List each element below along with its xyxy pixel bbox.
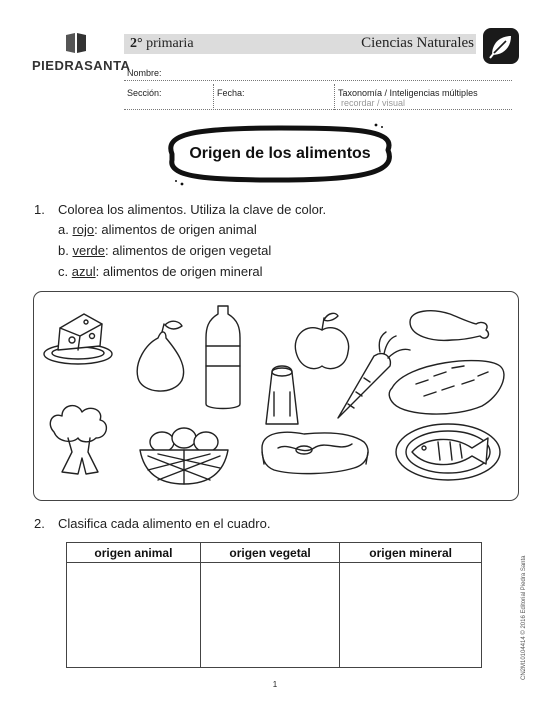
- salt-shaker-icon[interactable]: [266, 366, 298, 424]
- piedrasanta-logo-icon: [64, 32, 88, 54]
- taxonomy-label: Taxonomía / Inteligencias múltiples: [338, 88, 478, 98]
- subject-title: Ciencias Naturales: [361, 35, 474, 51]
- animal-answer-cell[interactable]: [67, 563, 201, 668]
- section-field-label: Sección:: [127, 88, 162, 98]
- option-c: [58, 264, 263, 279]
- color-key-blue: azul: [71, 264, 96, 279]
- question-1-text: Colorea los alimentos. Utiliza la clave de color.: [58, 202, 327, 217]
- column-header-mineral: origen mineral: [340, 543, 482, 563]
- option-letter: b.: [58, 243, 69, 258]
- leaf-icon: [482, 27, 520, 65]
- apple-icon[interactable]: [295, 313, 348, 368]
- section-field-line: [124, 109, 512, 110]
- field-divider: [213, 84, 214, 110]
- publisher-logo-text: PIEDRASANTA: [32, 58, 131, 73]
- fish-plate-icon[interactable]: [396, 424, 500, 480]
- option-a: [58, 222, 257, 237]
- column-header-animal: origen animal: [67, 543, 201, 563]
- cheese-icon[interactable]: [44, 314, 112, 364]
- broccoli-icon[interactable]: [50, 406, 106, 474]
- option-letter: a.: [58, 222, 69, 237]
- page-number: 1: [272, 680, 278, 689]
- grade-label: [130, 36, 194, 52]
- chicken-leg-icon[interactable]: [410, 311, 488, 341]
- taxonomy-hint: recordar / visual: [341, 98, 406, 108]
- page-title: Origen de los alimentos: [189, 145, 371, 162]
- mineral-answer-cell[interactable]: [340, 563, 482, 668]
- option-letter: c.: [58, 264, 69, 279]
- name-field-label: Nombre:: [127, 68, 162, 78]
- question-1-number: 1.: [34, 202, 45, 217]
- pear-icon[interactable]: [137, 321, 183, 391]
- name-field-line[interactable]: [124, 80, 512, 81]
- grade-number: 2°: [130, 36, 143, 51]
- color-key-red: rojo: [72, 222, 95, 237]
- bread-icon[interactable]: [389, 361, 504, 415]
- food-illustrations: [34, 292, 516, 498]
- date-field-label: Fecha:: [217, 88, 245, 98]
- question-2-text: Clasifica cada alimento en el cuadro.: [58, 516, 271, 531]
- option-b: [58, 243, 271, 258]
- steak-icon[interactable]: [262, 432, 368, 473]
- grade-level: primaria: [146, 36, 194, 51]
- color-key-green: verde: [72, 243, 105, 258]
- classification-table: [66, 542, 482, 668]
- option-text: : alimentos de origen mineral: [95, 264, 263, 279]
- question-2-number: 2.: [34, 516, 45, 531]
- option-text: : alimentos de origen animal: [94, 222, 257, 237]
- eggs-basket-icon[interactable]: [140, 428, 228, 484]
- bottle-icon[interactable]: [206, 306, 240, 409]
- option-text: : alimentos de origen vegetal: [105, 243, 272, 258]
- field-divider: [334, 84, 335, 110]
- column-header-vegetal: origen vegetal: [200, 543, 339, 563]
- copyright-side-text: CN2M10104414 © 2016 Editorial Piedra Santa: [521, 555, 527, 680]
- vegetal-answer-cell[interactable]: [200, 563, 339, 668]
